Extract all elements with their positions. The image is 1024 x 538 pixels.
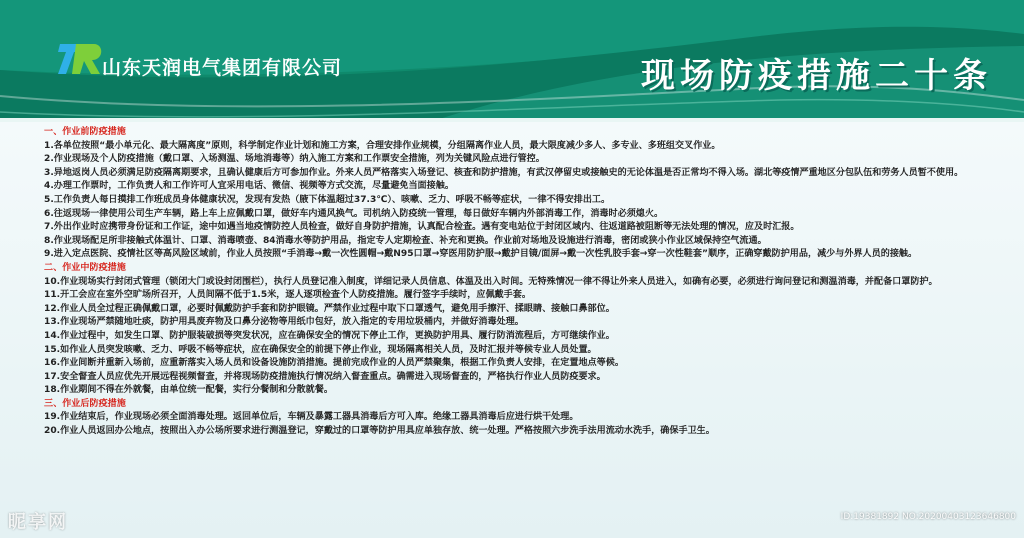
measure-item: 3.异地返岗人员必须满足防疫隔离期要求，且确认健康后方可参加作业。外来人员严格落实入场登记、核查和防护措施，有武汉停留史或接触史的无论体温是否正常均不得入场。湖北等疫情严重地区分包队伍和劳务人员暂不使用。 <box>44 167 964 178</box>
measure-item: 14.作业过程中，如发生口罩、防护服装破损等突发状况，应在确保安全的情况下停止工作，更换防护用具、履行防消流程后，方可继续作业。 <box>44 330 615 341</box>
company-logo <box>56 40 104 78</box>
measure-item: 11.开工会应在室外空旷场所召开，人员间隔不低于1.5米，逐人逐项检查个人防疫措施。履行签字手续时，应佩戴手套。 <box>44 290 531 301</box>
watermark-brand: 昵享网 <box>8 512 68 533</box>
measure-item: 5.工作负责人每日摸排工作班成员身体健康状况，发现有发热（腋下体温超过37.3℃）、咳嗽、乏力、呼吸不畅等症状，一律不得安排出工。 <box>44 194 611 205</box>
watermark-id: ID:19381892 NO:20200403123646800 <box>840 512 1016 522</box>
measure-item: 9.进入定点医院、疫情社区等高风险区域前，作业人员按照“手消毒→戴一次性圆帽→戴N95口罩→穿医用防护服→戴护目镜/面屏→戴一次性乳胶手套→穿一次性鞋套”顺序，正确穿戴防护用品，减少与外界人员的接触。 <box>44 249 918 260</box>
measure-item: 16.作业间断并重新入场前，应重新落实入场人员和设备设施防消措施。提前完成作业的人员严禁聚集，根据工作负责人安排，在定置地点等候。 <box>44 358 624 369</box>
measures-list <box>28 126 994 439</box>
page-title: 现场防疫措施二十条 <box>641 56 992 96</box>
measure-item: 15.如作业人员突发咳嗽、乏力、呼吸不畅等症状，应在确保安全的前提下停止作业，现场隔离相关人员，及时汇报并等候专业人员处置。 <box>44 344 597 355</box>
measure-item: 10.作业现场实行封闭式管理（锁闭大门或设封闭围栏），执行人员登记准入制度，详细记录人员信息、体温及出入时间。无特殊情况一律不得让外来人员进入，如确有必要，必须进行询问登记和测温消毒，并配备口罩防护。 <box>44 276 938 287</box>
measure-item: 2.作业现场及个人防疫措施（戴口罩、入场测温、场地消毒等）纳入施工方案和工作票安全措施，列为关键风险点进行管控。 <box>44 154 545 165</box>
section-heading: 二、作业中防疫措施 <box>44 262 126 273</box>
measure-item: 8.作业现场配足所非接触式体温计、口罩、消毒喷壶、84消毒水等防护用品，指定专人定期检查、补充和更换。作业前对场地及设施进行消毒，密闭或狭小作业区域保持空气流通。 <box>44 235 767 246</box>
measure-item: 18.作业期间不得在外就餐，由单位统一配餐，实行分餐制和分散就餐。 <box>44 385 333 396</box>
measure-item: 20.作业人员返回办公地点，按照出入办公场所要求进行测温登记，穿戴过的口罩等防护用具应单独存放、统一处理。严格按照六步洗手法用流动水洗手，确保手卫生。 <box>44 426 715 437</box>
measure-item: 7.外出作业时应携带身份证和工作证，途中如遇当地疫情防控人员检查，做好自身防护措施，认真配合检查。遇有变电站位于封闭区域内、往返道路被阻断等无法处理的情况，应及时汇报。 <box>44 222 800 233</box>
measure-item: 4.办理工作票时，工作负责人和工作许可人宜采用电话、微信、视频等方式交流，尽量避免当面接触。 <box>44 181 454 192</box>
section-heading: 三、作业后防疫措施 <box>44 398 126 409</box>
measure-item: 6.往返现场一律使用公司生产车辆，路上车上应佩戴口罩，做好车内通风换气。司机纳入防疫统一管理，每日做好车辆内外部消毒工作，消毒时必须熄火。 <box>44 208 664 219</box>
measure-item: 12.作业人员全过程正确佩戴口罩，必要时佩戴防护手套和防护眼镜。严禁作业过程中取下口罩透气，避免用手擦汗、揉眼睛、接触口鼻部位。 <box>44 303 615 314</box>
header-banner <box>0 0 1024 122</box>
measure-item: 13.作业现场严禁随地吐痰，防护用具废弃物及口鼻分泌物等用纸巾包好，放入指定的专用垃圾桶内，并做好消毒处理。 <box>44 317 524 328</box>
section-heading: 一、作业前防疫措施 <box>44 127 126 137</box>
measure-item: 1.各单位按照“最小单元化、最大隔离度”原则，科学制定作业计划和施工方案，合理安排作业规模，分组隔离作业人员，最大限度减少多人、多专业、多班组交叉作业。 <box>44 140 721 151</box>
company-name: 山东天润电气集团有限公司 <box>102 57 343 79</box>
measure-item: 17.安全督查人员应优先开展远程视频督查，并将现场防疫措施执行情况纳入督查重点。确需进入现场督查的，严格执行作业人员防疫要求。 <box>44 371 606 382</box>
measure-item: 19.作业结束后，作业现场必须全面消毒处理。返回单位后，车辆及暴露工器具消毒后方可入库。绝缘工器具消毒后应进行烘干处理。 <box>44 412 579 423</box>
